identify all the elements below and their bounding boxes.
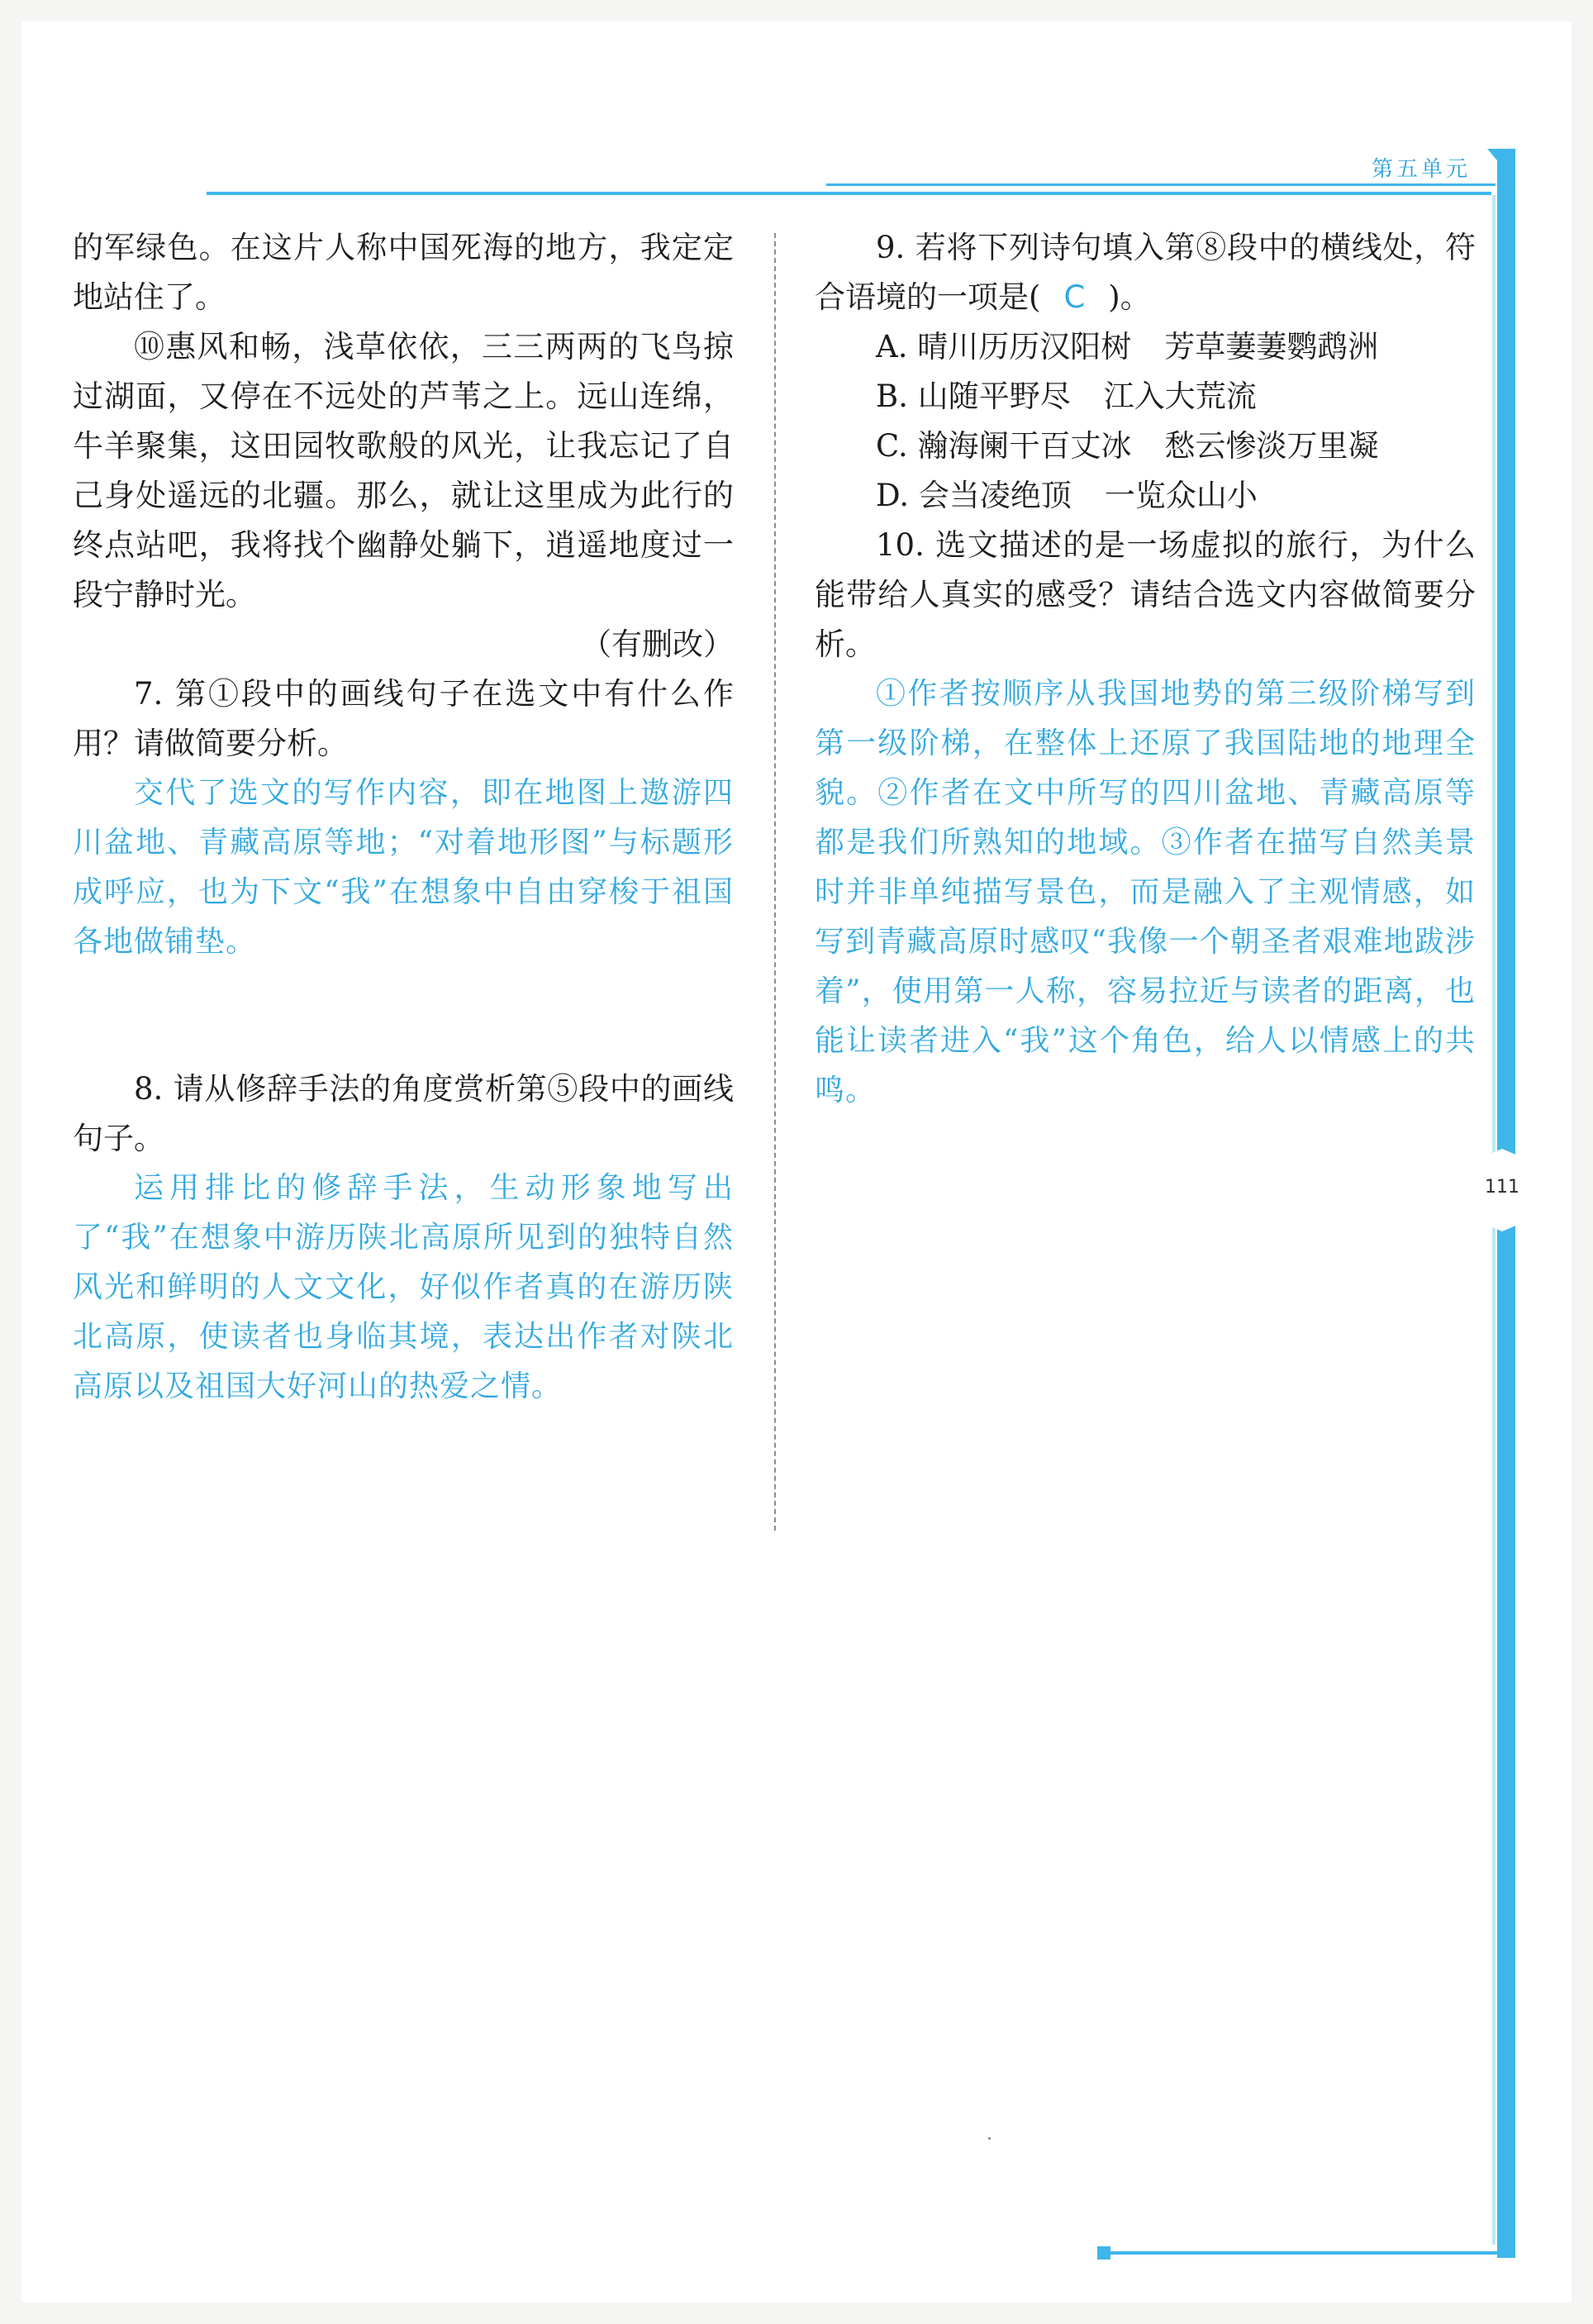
footer-square	[1097, 2246, 1110, 2260]
option-label: D.	[876, 478, 910, 513]
option-d	[815, 471, 1476, 521]
option-line-1: 山随平野尽	[917, 379, 1071, 414]
left-column	[73, 223, 734, 1412]
answer-8: 运用排比的修辞手法，生动形象地写出了“我”在想象中游历陕北高原所见到的独特自然风光和鲜明的人文文化，好似作者真的在游历陕北高原，使读者也身临其境，表达出作者对陕北高原以及祖国大好河山的热爱之情。	[73, 1171, 734, 1403]
passage-end: 的军绿色。在这片人称中国死海的地方，我定定地站住了。	[73, 230, 734, 315]
question-7: 7. 第①段中的画线句子在选文中有什么作用？请做简要分析。	[73, 676, 734, 761]
option-line-2: 一览众山小	[1104, 478, 1258, 513]
unit-label: 第五单元	[1372, 157, 1472, 182]
right-column	[815, 223, 1476, 1116]
question-10: 10. 选文描述的是一场虚拟的旅行，为什么能带给人真实的感受？请结合选文内容做简要分析。	[815, 527, 1476, 662]
answer-7: 交代了选文的写作内容，即在地图上遨游四川盆地、青藏高原等地；“对着地形图”与标题形成呼应，也为下文“我”在想象中自由穿梭于祖国各地做铺垫。	[73, 776, 734, 959]
stray-dot	[988, 2137, 991, 2140]
option-line-1: 晴川历历汉阳树	[917, 329, 1132, 364]
option-line-2: 愁云惨淡万里凝	[1164, 428, 1379, 464]
option-a	[815, 322, 1476, 372]
answer-10: ①作者按顺序从我国地势的第三级阶梯写到第一级阶梯，在整体上还原了我国陆地的地理全貌。②作者在文中所写的四川盆地、青藏高原等都是我们所熟知的地域。③作者在描写自然美景时并非单纯描写景色，而是融入了主观情感，如写到青藏高原时感叹“我像一个朝圣者艰难地跋涉着”，使用第一人称，容易拉近与读者的距离，也能让读者进入“我”这个角色，给人以情感上的共鸣。	[815, 677, 1476, 1107]
passage-paragraph-10: ⑩惠风和畅，浅草依依，三三两两的飞鸟掠过湖面，又停在不远处的芦苇之上。远山连绵，牛羊聚集，这田园牧歌般的风光，让我忘记了自己身处遥远的北疆。那么，就让这里成为此行的终点站吧，我将找个幽静处躺下，逍遥地度过一段宁静时光。	[73, 329, 734, 612]
header-rule-top	[826, 183, 1496, 186]
option-label: C.	[876, 428, 908, 464]
option-line-1: 会当凌绝顶	[918, 478, 1072, 513]
page-number: 111	[1485, 1177, 1519, 1198]
footer-rule	[1110, 2251, 1515, 2255]
question-9-text: 9. 若将下列诗句填入第⑧段中的横线处，符合语境的一项是(	[815, 230, 1476, 315]
answer-spacer	[73, 967, 734, 1064]
column-divider	[774, 233, 776, 1531]
option-line-2: 江入大荒流	[1103, 379, 1257, 414]
option-line-2: 芳草萋萋鹦鹉洲	[1164, 329, 1379, 364]
option-c	[815, 421, 1476, 471]
question-9	[815, 223, 1476, 322]
answer-9-choice: C	[1063, 279, 1086, 315]
option-label: A.	[876, 329, 908, 364]
source-note: （有删改）	[581, 626, 734, 662]
option-label: B.	[876, 379, 908, 414]
question-8: 8. 请从修辞手法的角度赏析第⑤段中的画线句子。	[73, 1071, 734, 1156]
question-9-close: )。	[1108, 279, 1151, 315]
header-rule	[207, 192, 1491, 195]
option-line-1: 瀚海阑干百丈冰	[917, 428, 1132, 464]
option-b	[815, 372, 1476, 421]
